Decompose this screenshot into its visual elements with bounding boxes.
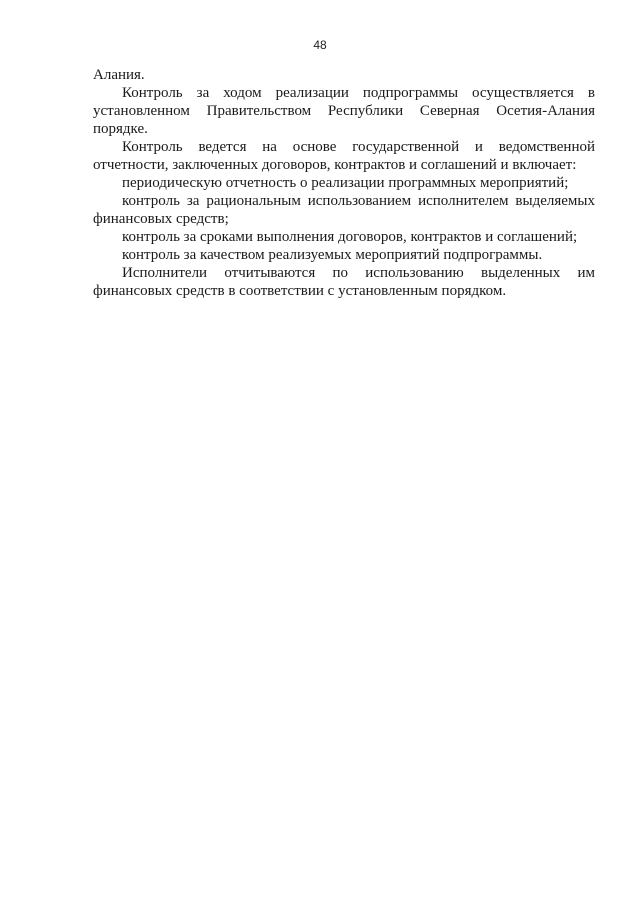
paragraph-control-order: Контроль за ходом реализации подпрограммы осуществляется в установленном Правительством Республики Северная Осетия-Алания порядке.: [93, 85, 595, 137]
list-item-deadlines-control: контроль за сроками выполнения договоров, контрактов и соглашений;: [122, 229, 578, 245]
paragraph-continuation: Алания.: [93, 67, 145, 83]
paragraph-executors-report: Исполнители отчитываются по использованию выделенных им финансовых средств в соответствии с установленным порядком.: [93, 265, 595, 299]
list-item-periodic-reporting: периодическую отчетность о реализации программных мероприятий;: [122, 175, 569, 191]
document-body: [93, 66, 595, 300]
list-item-quality-control: контроль за качеством реализуемых мероприятий подпрограммы.: [122, 247, 543, 263]
paragraph-control-basis: Контроль ведется на основе государственной и ведомственной отчетности, заключенных договоров, контрактов и соглашений и включает:: [93, 139, 595, 173]
list-item-funds-control: контроль за рациональным использованием исполнителем выделяемых финансовых средств;: [93, 193, 595, 227]
page-number: 48: [313, 38, 327, 52]
